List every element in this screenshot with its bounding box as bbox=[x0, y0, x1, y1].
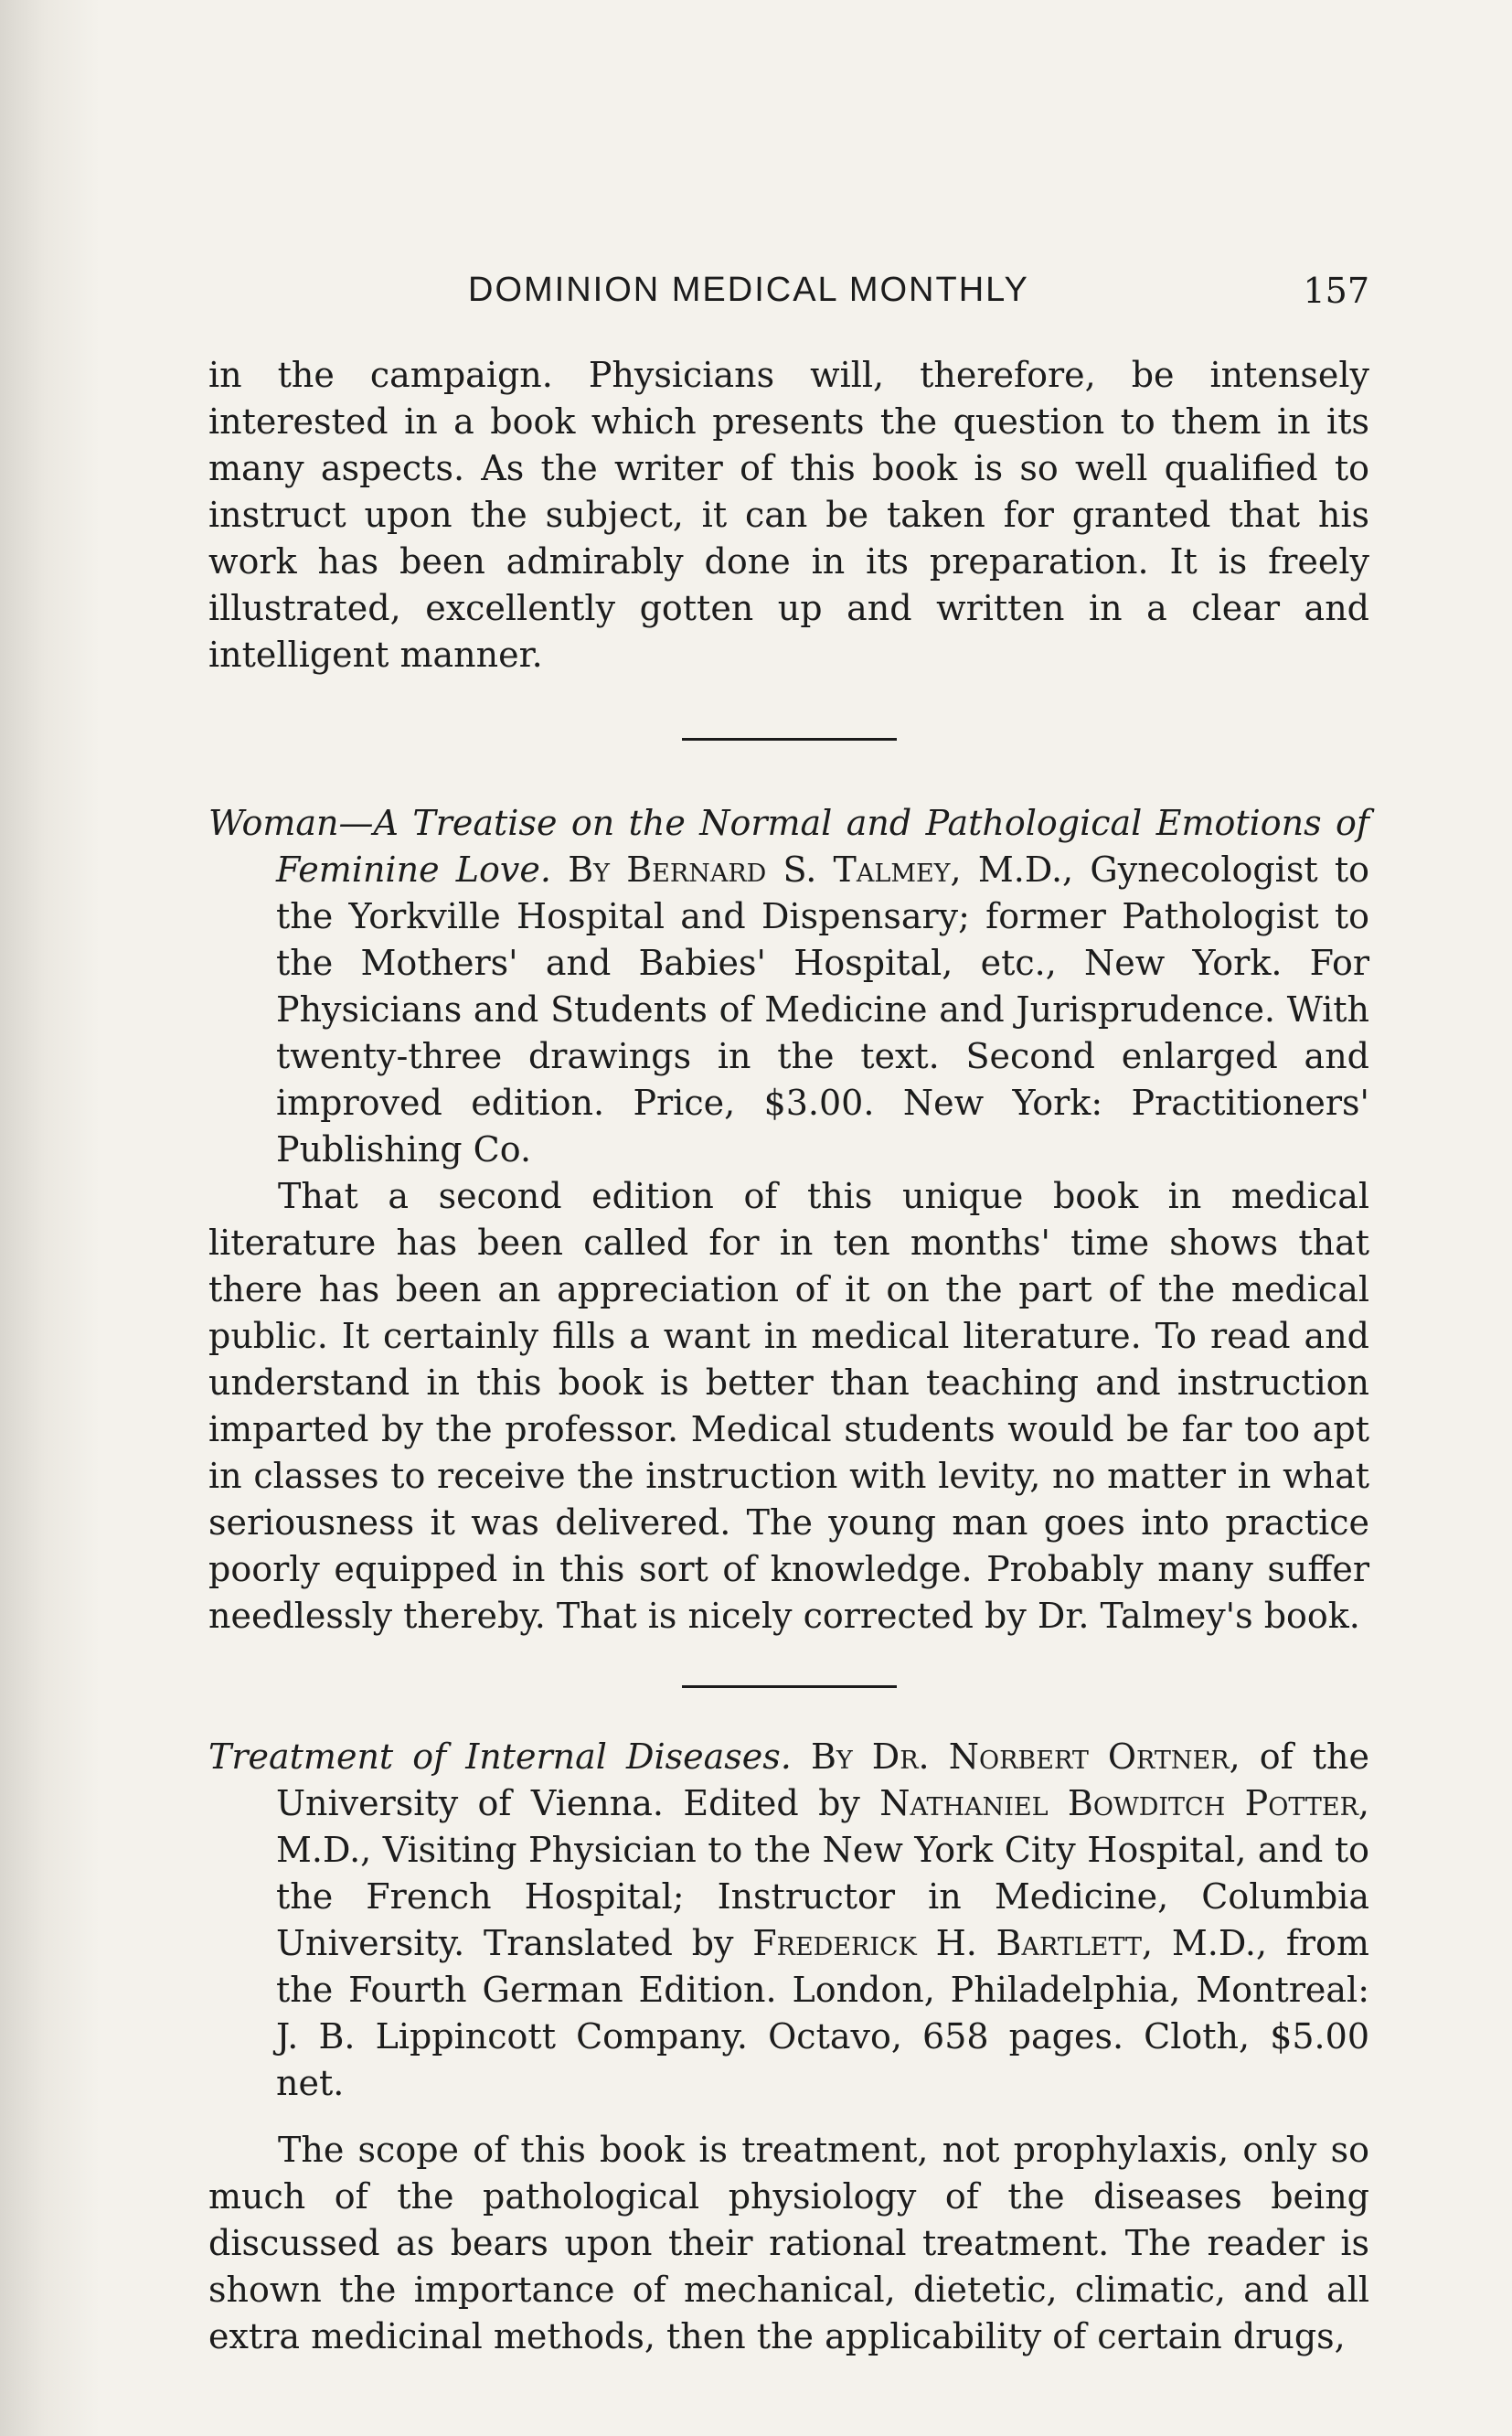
author-affiliation: of the University of Vienna. Edited by bbox=[276, 1736, 1369, 1823]
running-head bbox=[208, 271, 1369, 316]
book-title: Woman—A Treatise on the Normal and Pathological Emotions of Feminine Love. bbox=[208, 803, 1369, 890]
by-label: By bbox=[568, 849, 610, 890]
page-number: 157 bbox=[1303, 271, 1369, 311]
page-body bbox=[208, 352, 1369, 2360]
author-name: Bernard S. Talmey, bbox=[626, 849, 962, 890]
book-details: M.D., Gynecologist to the Yorkville Hospital and Dispensary; former Pathologist to the Mothers' and Babies' Hospital, etc., New York. For Physicians and Students of Medicine and Jurisprudence. With twenty-three drawings in the text. Second enlarged and improved edition. Price, $3.00. New York: Practitioners' Publishing Co. bbox=[276, 849, 1369, 1170]
section-divider bbox=[682, 738, 897, 741]
editor-name: Nathaniel Bowditch Potter, bbox=[879, 1783, 1369, 1823]
book-details: M.D., from the Fourth German Edition. London, Philadelphia, Montreal: J. B. Lippincott Company. Octavo, 658 pages. Cloth, $5.00 net. bbox=[276, 1923, 1369, 2103]
review-entry-treatment bbox=[208, 1734, 1369, 2107]
page-edge-shadow bbox=[0, 0, 101, 2436]
running-title: DOMINION MEDICAL MONTHLY bbox=[468, 271, 1029, 309]
author-name: By Dr. Norbert Ortner, bbox=[810, 1736, 1240, 1777]
continued-paragraph: in the campaign. Physicians will, therefore, be intensely interested in a book which presents the question to them in its many aspects. As the writer of this book is so well qualified to instruct upon the subject, it can be taken for granted that his work has been admirably done in its preparation. It is freely illustrated, excellently gotten up and written in a clear and intelligent manner. bbox=[208, 355, 1369, 675]
section-divider bbox=[682, 1685, 897, 1688]
review-entry-woman bbox=[208, 800, 1369, 1173]
translator-name: Frederick H. Bartlett, bbox=[752, 1923, 1154, 1963]
review-body-woman: That a second edition of this unique book in medical literature has been called for in ten months' time shows that there has been an appreciation of it on the part of the medical public. It certainly fills a want in medical literature. To read and understand in this book is better than teaching and instruction imparted by the professor. Medical students would be far too apt in classes to receive the instruction with levity, no matter in what seriousness it was delivered. The young man goes into practice poorly equipped in this sort of knowledge. Probably many suffer needlessly thereby. That is nicely corrected by Dr. Talmey's book. bbox=[208, 1176, 1369, 1636]
review-body-treatment: The scope of this book is treatment, not prophylaxis, only so much of the pathological physiology of the diseases being discussed as bears upon their rational treatment. The reader is shown the importance of mechanical, dietetic, climatic, and all extra medicinal methods, then the applicability of certain drugs, bbox=[208, 2130, 1369, 2356]
editor-details: M.D., Visiting Physician to the New York City Hospital, and to the French Hospital; Instructor in Medicine, Columbia University. Translated by bbox=[276, 1830, 1369, 1963]
book-title: Treatment of Internal Diseases. bbox=[208, 1736, 792, 1777]
